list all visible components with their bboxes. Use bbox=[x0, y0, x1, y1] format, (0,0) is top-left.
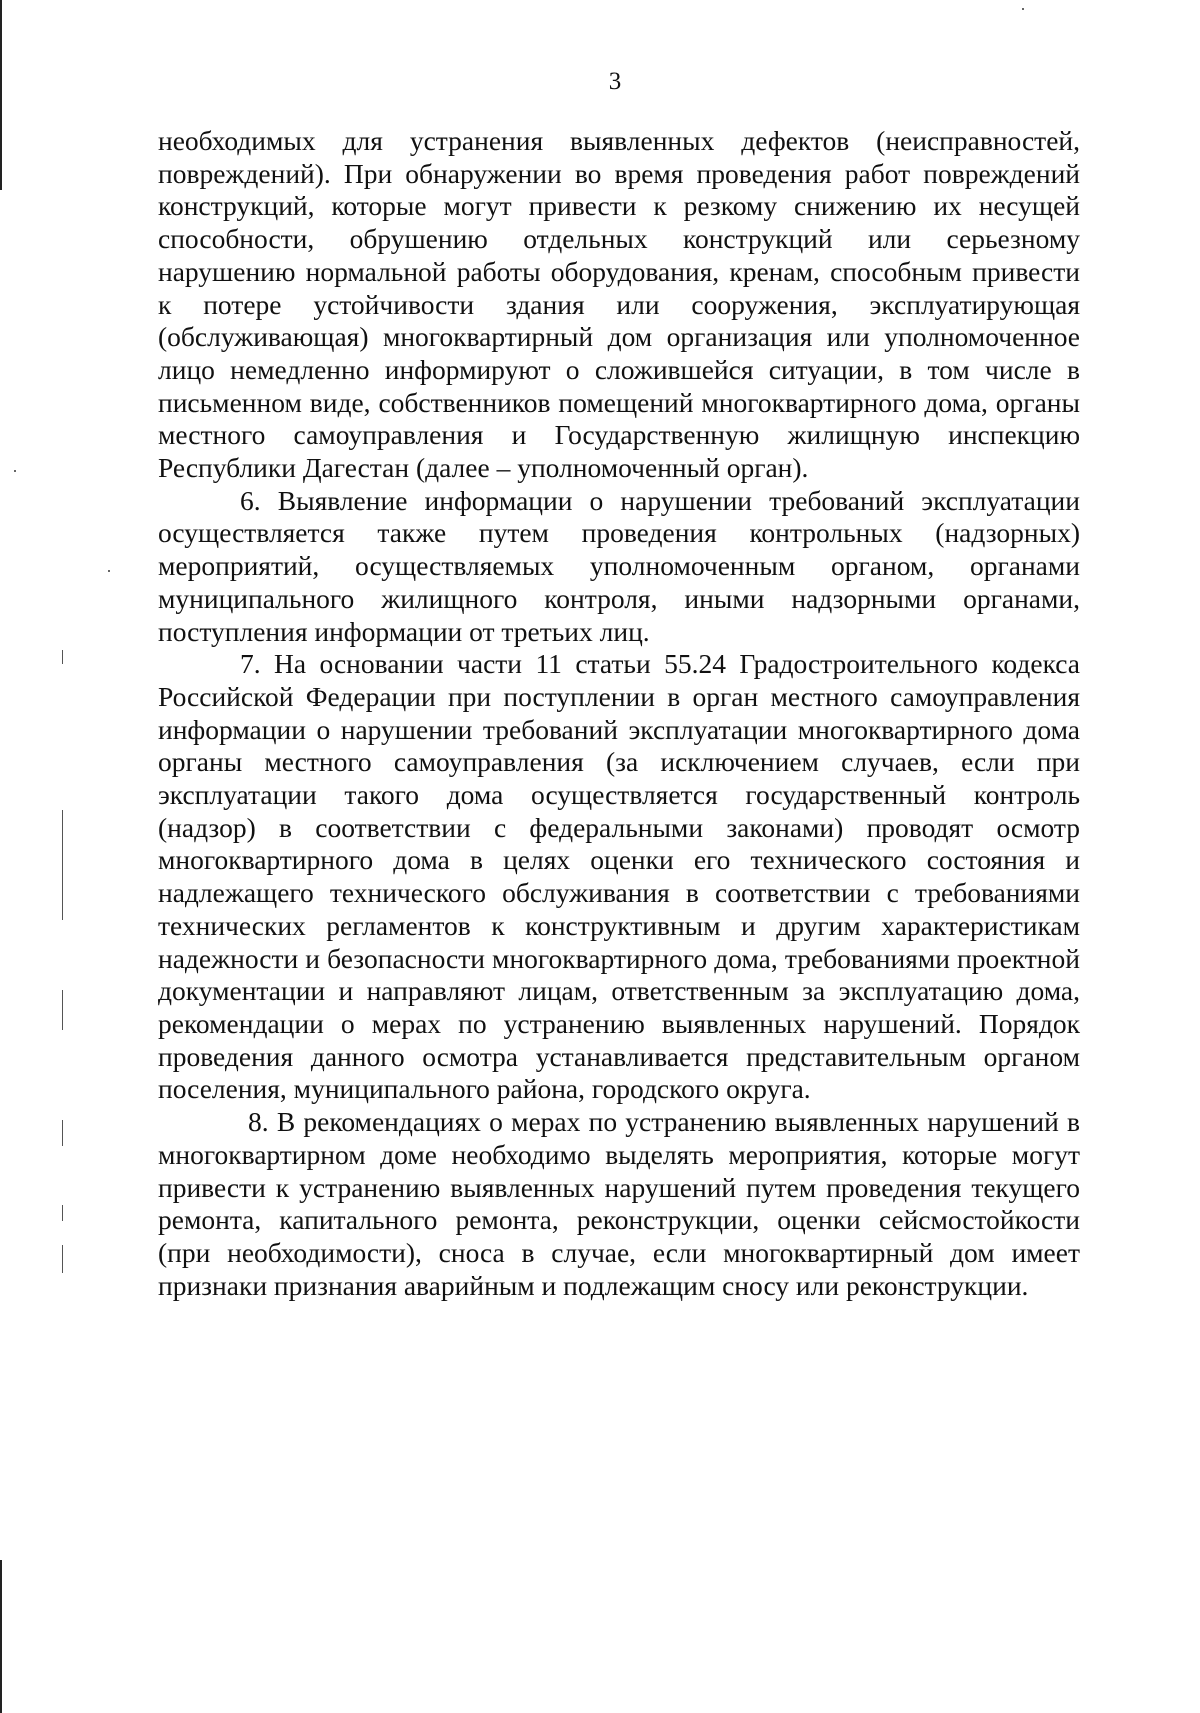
scan-artifact bbox=[62, 1245, 63, 1273]
document-body bbox=[158, 125, 1080, 1302]
scan-artifact bbox=[14, 470, 16, 472]
scan-artifact bbox=[62, 810, 63, 870]
scan-edge-mark bbox=[0, 1560, 2, 1713]
paragraph-7: 7. На основании части 11 статьи 55.24 Градостроительного кодекса Российской Федерации при поступлении в орган местного самоуправления информации о нарушении требований эксплуатации многоквартирного дома органы местного самоуправления (за исключением случаев, если при эксплуатации такого дома осуществляется государственный контроль (надзор) в соответствии с федеральными законами) проводят осмотр многоквартирного дома в целях оценки его технического состояния и надлежащего технического обслуживания в соответствии с требованиями технических регламентов к конструктивным и другим характеристикам надежности и безопасности многоквартирного дома, требованиями проектной документации и направляют лицам, ответственным за эксплуатацию дома, рекомендации о мерах по устранению выявленных нарушений. Порядок проведения данного осмотра устанавливается представительным органом поселения, муниципального района, городского округа. bbox=[158, 648, 1080, 1105]
scan-artifact bbox=[1022, 8, 1024, 10]
scan-artifact bbox=[62, 650, 63, 664]
paragraph-8: 8. В рекомендациях о мерах по устранению выявленных нарушений в многоквартирном доме необходимо выделять мероприятия, которые могут привести к устранению выявленных нарушений путем проведения текущего ремонта, капитального ремонта, реконструкции, оценки сейсмостойкости (при необходимости), сноса в случае, если многоквартирный дом имеет признаки признания аварийным и подлежащим сносу или реконструкции. bbox=[158, 1106, 1080, 1301]
paragraph-continuation: необходимых для устранения выявленных дефектов (неисправностей, повреждений). При обнаружении во время проведения работ повреждений конструкций, которые могут привести к резкому снижению их несущей способности, обрушению отдельных конструкций или серьезному нарушению нормальной работы оборудования, кренам, способным привести к потере устойчивости здания или сооружения, эксплуатирующая (обслуживающая) многоквартирный дом организация или уполномоченное лицо немедленно информируют о сложившейся ситуации, в том числе в письменном виде, собственников помещений многоквартирного дома, органы местного самоуправления и Государственную жилищную инспекцию Республики Дагестан (далее – уполномоченный орган). bbox=[158, 125, 1080, 484]
paragraph-6: 6. Выявление информации о нарушении требований эксплуатации осуществляется также путем проведения контрольных (надзорных) мероприятий, осуществляемых уполномоченным органом, органами муниципального жилищного контроля, иными надзорными органами, поступления информации от третьих лиц. bbox=[158, 484, 1080, 647]
scan-artifact bbox=[62, 1205, 63, 1221]
scan-artifact bbox=[108, 570, 110, 572]
scan-artifact bbox=[62, 990, 63, 1030]
scan-artifact bbox=[62, 1120, 63, 1146]
scan-artifact bbox=[62, 870, 63, 920]
page-number: 3 bbox=[608, 68, 622, 95]
